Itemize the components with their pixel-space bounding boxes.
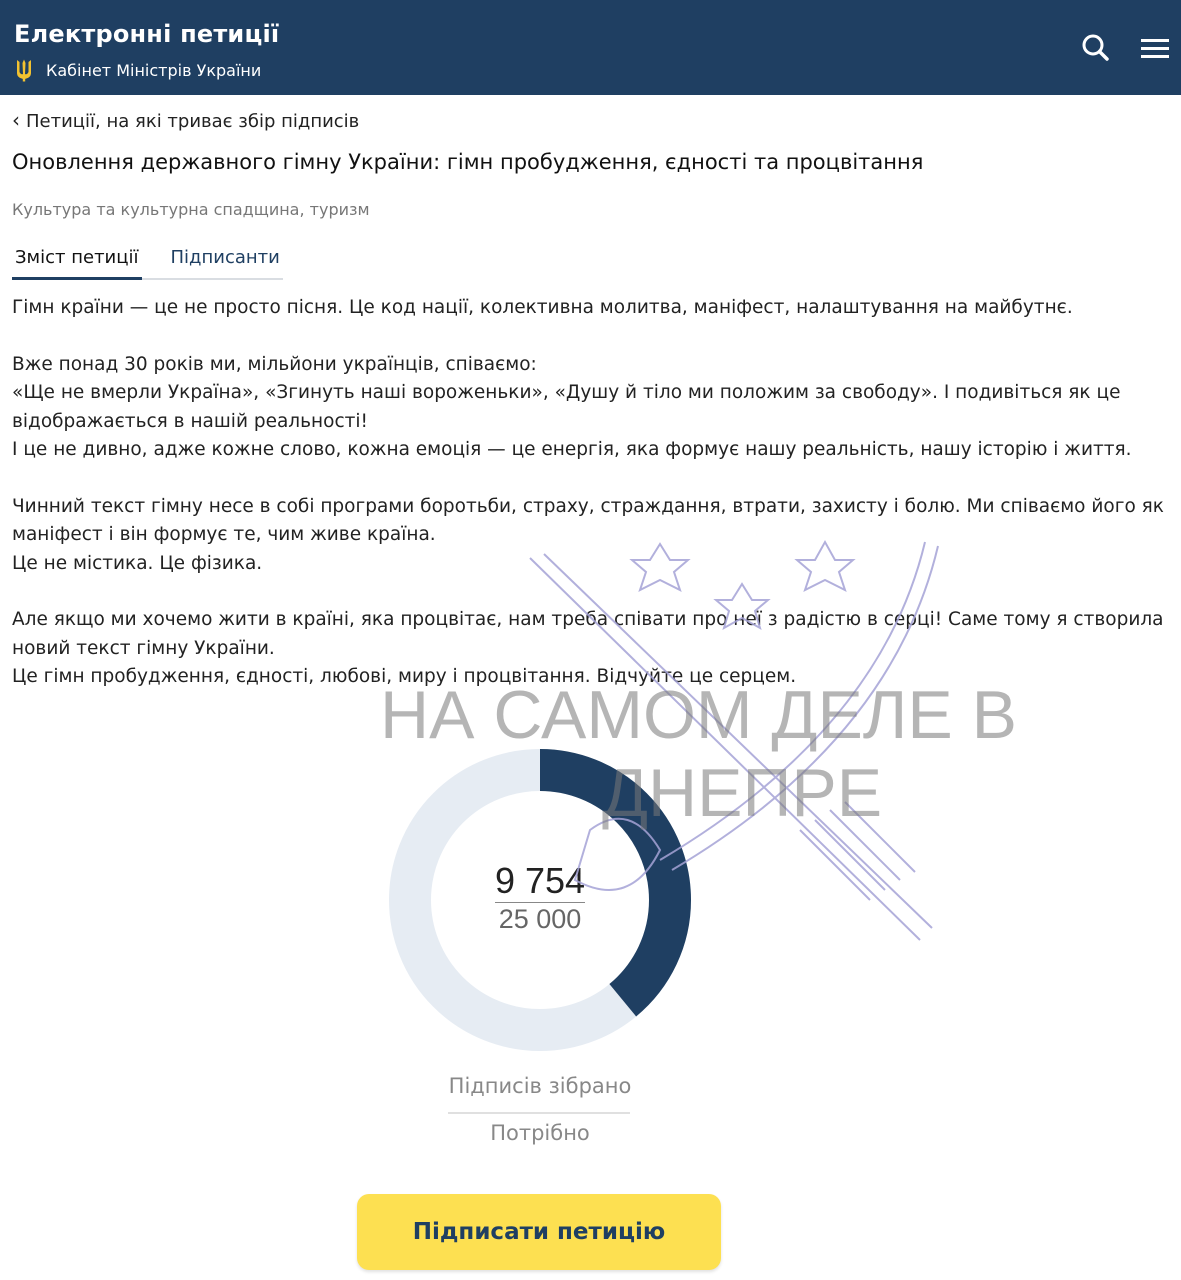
search-button[interactable] bbox=[1080, 32, 1112, 64]
text-line: відображається в нашій реальності! bbox=[12, 410, 368, 432]
paragraph bbox=[12, 294, 1172, 323]
trident-icon bbox=[14, 58, 34, 82]
signatures-collected-count: 9 754 bbox=[494, 860, 586, 901]
count-divider bbox=[495, 902, 585, 903]
chevron-left-icon: ‹ bbox=[12, 108, 20, 132]
breadcrumb-label: Петиції, на які триває збір підписів bbox=[26, 110, 360, 132]
text-line: Чинний текст гімну несе в собі програми боротьби, страху, страждання, втрати, захисту і болю. Ми співаємо його як bbox=[12, 495, 1164, 517]
page-title: Оновлення державного гімну України: гімн пробудження, єдності та процвітання bbox=[12, 150, 924, 174]
breadcrumb-back-link[interactable] bbox=[12, 110, 359, 132]
menu-icon bbox=[1139, 32, 1171, 64]
text-line: І це не дивно, адже кожне слово, кожна емоція — це енергія, яка формує нашу реальність, нашу історію і життя. bbox=[12, 439, 1132, 460]
search-icon bbox=[1080, 32, 1112, 64]
text-line: новий текст гімну України. bbox=[12, 637, 275, 659]
app-title[interactable]: Електронні петиції bbox=[14, 20, 280, 48]
petition-text bbox=[12, 294, 1172, 720]
top-bar bbox=[0, 0, 1181, 95]
sign-petition-button[interactable]: Підписати петицію bbox=[357, 1194, 721, 1270]
watermark-text-line2: ДНЕПРЕ bbox=[602, 755, 883, 831]
watermark-text-line1: НА САМОМ ДЕЛЕ В bbox=[380, 677, 1018, 753]
text-line: маніфест і він формує те, чим живе країна. bbox=[12, 524, 436, 545]
header-subtitle-row bbox=[14, 58, 261, 82]
text-line: Це гімн пробудження, єдності, любові, миру і процвітання. Відчуйте це серцем. bbox=[12, 666, 797, 687]
paragraph bbox=[12, 493, 1172, 579]
collected-label: Підписів зібрано bbox=[448, 1074, 632, 1098]
labels-divider bbox=[448, 1112, 630, 1114]
text-line: «Ще не вмерли Україна», «Згинуть наші вороженьки», «Душу й тіло ми положим за свободу». І подивіться як це bbox=[12, 382, 1121, 403]
signatures-required-count: 25 000 bbox=[498, 904, 582, 934]
paragraph bbox=[12, 351, 1172, 465]
paragraph bbox=[12, 606, 1172, 692]
text-line: Гімн країни — це не просто пісня. Це код нації, колективна молитва, маніфест, налаштування на майбутнє. bbox=[12, 297, 1073, 318]
text-line: Це не містика. Це фізика. bbox=[12, 552, 263, 574]
app-subtitle: Кабінет Міністрів України bbox=[46, 60, 262, 80]
tab-signers[interactable]: Підписанти bbox=[170, 247, 280, 268]
petition-category: Культура та культурна спадщина, туризм bbox=[12, 200, 370, 219]
petition-tabs bbox=[12, 245, 283, 280]
required-label: Потрібно bbox=[490, 1121, 590, 1145]
text-line: Вже понад 30 років ми, мільйони українців, співаємо: bbox=[12, 353, 537, 375]
tab-content[interactable]: Зміст петиції bbox=[12, 245, 142, 280]
menu-button[interactable] bbox=[1139, 32, 1171, 64]
text-line: Але якщо ми хочемо жити в країні, яка процвітає, нам треба співати про неї з радістю в серці! Саме тому я створила bbox=[12, 609, 1164, 630]
